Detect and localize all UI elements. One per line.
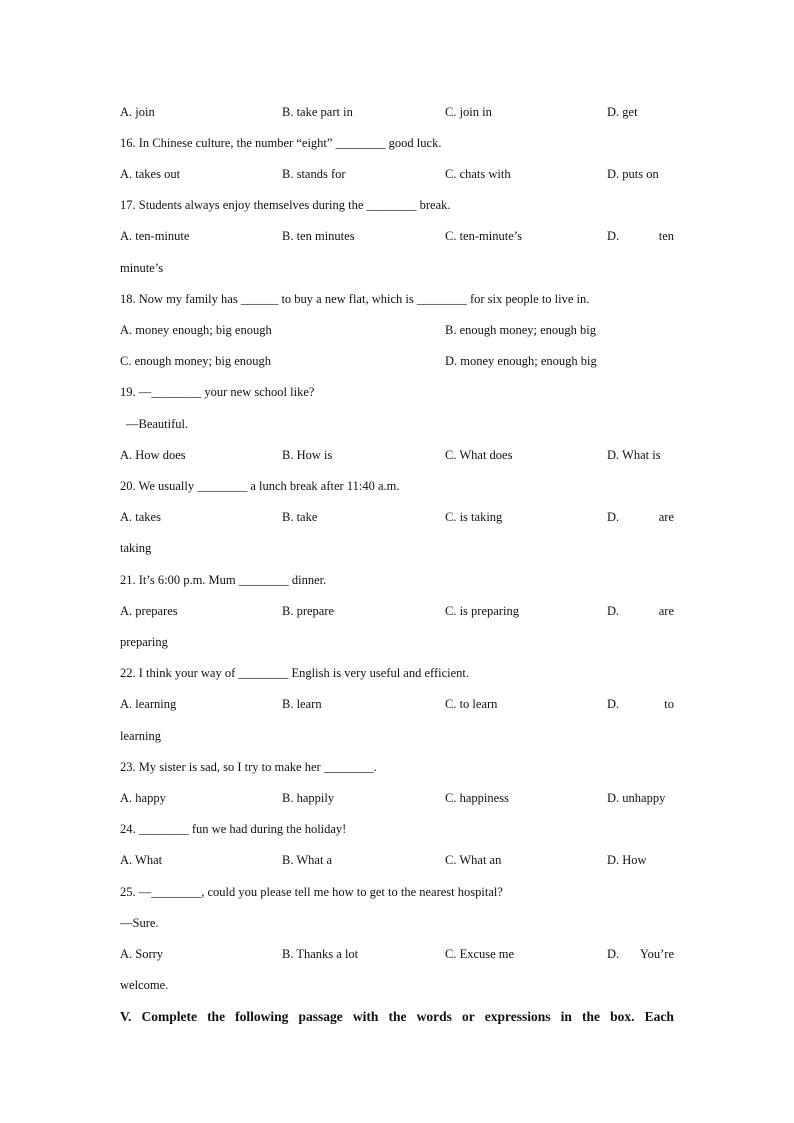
q15-option-b: B. take part in (282, 105, 353, 119)
heading-word: Complete (141, 1009, 197, 1024)
heading-word: box. (610, 1009, 635, 1024)
q19-option-d: D. What is (607, 448, 661, 462)
q25-option-a: A. Sorry (120, 947, 164, 961)
q20-option-c: C. is taking (445, 510, 503, 524)
q25-reply: —Sure. (120, 916, 159, 930)
q16-stem: 16. In Chinese culture, the number “eight” ________ good luck. (120, 136, 442, 150)
q18-option-c: C. enough money; big enough (120, 354, 272, 368)
q23-option-d: D. unhappy (607, 791, 666, 805)
q20-option-d (607, 509, 674, 525)
heading-word: or (461, 1009, 475, 1024)
q24-option-d: D. How (607, 853, 647, 867)
heading-word: words (416, 1009, 452, 1024)
q25-option-d-letter: D. (607, 947, 620, 961)
q22-option-b: B. learn (282, 697, 322, 711)
q18-option-b: B. enough money; enough big (445, 323, 597, 337)
q25-option-b: B. Thanks a lot (282, 947, 359, 961)
q23-option-a: A. happy (120, 791, 166, 805)
q17-option-c: C. ten-minute’s (445, 229, 523, 243)
q16-option-c: C. chats with (445, 167, 511, 181)
q25-option-d (607, 946, 674, 962)
heading-word: Each (644, 1009, 674, 1024)
q22-option-a: A. learning (120, 697, 177, 711)
q16-option-d: D. puts on (607, 167, 659, 181)
q21-option-b: B. prepare (282, 604, 335, 618)
q20-option-b: B. take (282, 510, 318, 524)
q15-option-d: D. get (607, 105, 638, 119)
heading-word: V. (120, 1009, 132, 1024)
q17-option-d-letter: D. (607, 229, 620, 243)
q20-stem: 20. We usually ________ a lunch break after 11:40 a.m. (120, 479, 400, 493)
heading-word: the (388, 1009, 407, 1024)
heading-word: passage (298, 1009, 343, 1024)
q19-stem: 19. —________ your new school like? (120, 385, 315, 399)
q18-stem: 18. Now my family has ______ to buy a new flat, which is ________ for six people to live in. (120, 292, 590, 306)
q22-option-d-word: to (664, 697, 674, 711)
heading-word: the (207, 1009, 226, 1024)
q17-option-a: A. ten-minute (120, 229, 190, 243)
q25-option-d-wrap: welcome. (120, 978, 169, 992)
q21-option-c: C. is preparing (445, 604, 519, 618)
q20-option-d-wrap: taking (120, 541, 152, 555)
q21-option-a: A. prepares (120, 604, 178, 618)
q16-option-b: B. stands for (282, 167, 346, 181)
q21-stem: 21. It’s 6:00 p.m. Mum ________ dinner. (120, 573, 327, 587)
heading-word: following (235, 1009, 289, 1024)
q21-option-d-word: are (658, 604, 674, 618)
q22-stem: 22. I think your way of ________ English is very useful and efficient. (120, 666, 470, 680)
q23-option-c: C. happiness (445, 791, 509, 805)
q23-option-b: B. happily (282, 791, 335, 805)
heading-word: in (560, 1009, 572, 1024)
q24-stem: 24. ________ fun we had during the holiday! (120, 822, 347, 836)
q17-option-b: B. ten minutes (282, 229, 355, 243)
q19-option-c: C. What does (445, 448, 513, 462)
q17-stem: 17. Students always enjoy themselves during the ________ break. (120, 198, 451, 212)
q22-option-d-wrap: learning (120, 729, 161, 743)
section-v-heading (120, 1009, 674, 1025)
heading-word: with (352, 1009, 379, 1024)
q17-option-d-wrap: minute’s (120, 261, 164, 275)
q21-option-d-letter: D. (607, 604, 620, 618)
q24-option-a: A. What (120, 853, 163, 867)
q18-option-a: A. money enough; big enough (120, 323, 272, 337)
q22-option-c: C. to learn (445, 697, 498, 711)
q17-option-d-word: ten (658, 229, 674, 243)
q22-option-d-letter: D. (607, 697, 620, 711)
q19-option-b: B. How is (282, 448, 333, 462)
q24-option-c: C. What an (445, 853, 502, 867)
heading-word: expressions (484, 1009, 551, 1024)
heading-word: the (582, 1009, 600, 1024)
q20-option-d-word: are (658, 510, 674, 524)
q19-option-a: A. How does (120, 448, 186, 462)
q16-option-a: A. takes out (120, 167, 181, 181)
q15-option-a: A. join (120, 105, 155, 119)
q23-stem: 23. My sister is sad, so I try to make her ________. (120, 760, 377, 774)
q25-option-c: C. Excuse me (445, 947, 515, 961)
q22-option-d (607, 696, 674, 712)
q21-option-d (607, 603, 674, 619)
q24-option-b: B. What a (282, 853, 333, 867)
q17-option-d (607, 228, 674, 244)
q20-option-d-letter: D. (607, 510, 620, 524)
q25-option-d-word: You’re (639, 947, 674, 961)
q15-option-c: C. join in (445, 105, 492, 119)
q18-option-d: D. money enough; enough big (445, 354, 597, 368)
q25-stem: 25. —________, could you please tell me how to get to the nearest hospital? (120, 885, 503, 899)
q21-option-d-wrap: preparing (120, 635, 168, 649)
q20-option-a: A. takes (120, 510, 161, 524)
q19-reply: —Beautiful. (126, 417, 189, 431)
